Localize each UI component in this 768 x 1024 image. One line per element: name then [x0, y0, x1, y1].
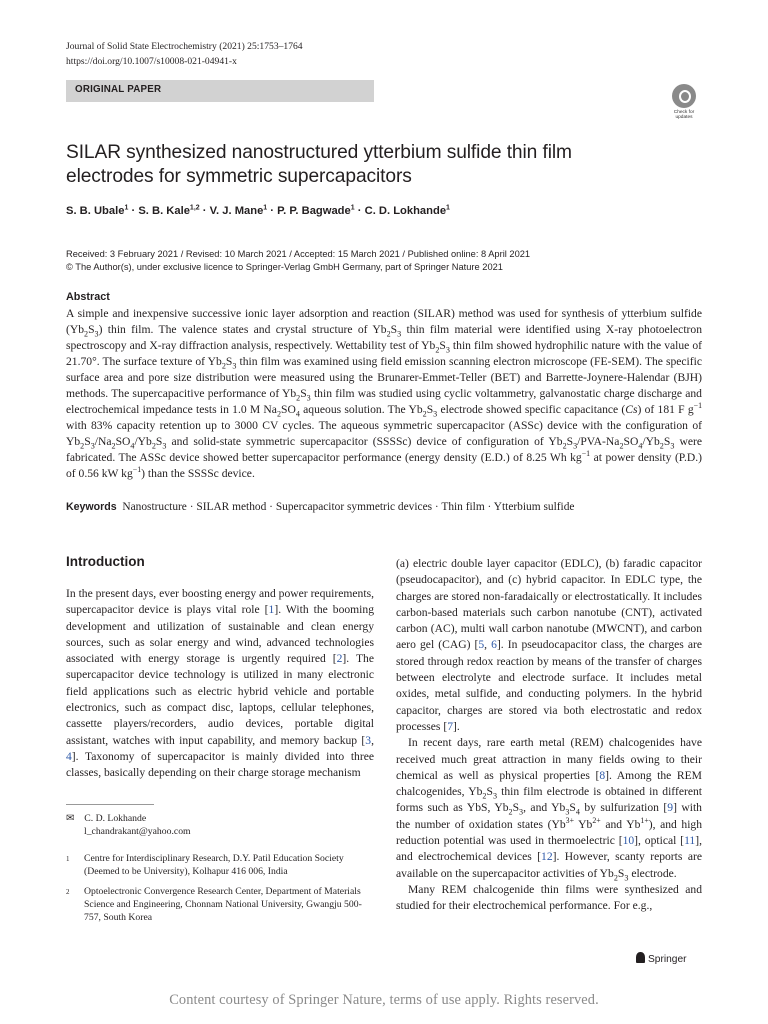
corresponding-email[interactable]: l_chandrakant@yahoo.com — [84, 825, 191, 837]
keyword: Supercapacitor symmetric devices — [275, 501, 433, 513]
author-affiliation: 1 — [446, 204, 450, 212]
author-name[interactable]: S. B. Ubale — [66, 205, 125, 217]
keyword: Ytterbium sulfide — [493, 501, 575, 513]
correspondence — [66, 813, 191, 839]
footnote-divider — [66, 804, 154, 805]
affiliation-number: 2 — [66, 888, 70, 896]
keywords: Keywords Nanostructure · SILAR method · Supercapacitor symmetric devices · Thin film · Ytterbium sulfide — [66, 501, 575, 513]
corresponding-author: C. D. Lokhande — [84, 813, 147, 824]
author-name[interactable]: S. B. Kale — [138, 205, 190, 217]
affiliation-2 — [66, 886, 376, 924]
publisher-logo — [636, 952, 687, 965]
publisher-name: Springer — [648, 954, 687, 965]
body-paragraph: (a) electric double layer capacitor (EDLC), (b) faradic capacitor (pseudocapacitor), and (c) hybrid capacitor. In EDLC type, the charges are stored non-faradaically or electrostatically. It includes carbon-based materials such carbon nanotube (CNT), activated carbon (AC), multi wall carbon nanotube (MWCNT), and carbon aero gel (CAG) [5, 6]. In pseudocapacitor class, the charges are stored through redox reaction by means of the transfer of charges between electrolyte and electrode surface. It includes metal oxides, metal sulfide, and conducting polymers. In the hybrid capacitor, charges are stored via both electrostatic and redox processes [7]. — [396, 557, 703, 733]
body-paragraph: In recent days, rare earth metal (REM) chalcogenides have received much great attraction in many fields owing to their chemical as well as physical properties [8]. Among the REM chalcogenides, $Yb_2S_3$ thin film electrode is obtained in different forms such as YbS, $Yb_2S_3$, and $Yb_3S_4$ by sulfurization [9] with the number of oxidation states ($Yb^{3+}$ $Yb^{2+}$ and $Yb^{1+}$), and high reduction potential was used in thermoelectric [10], optical [11], and electrochemical devices [12]. However, scanty reports are available on the supercapacitor activities of $Yb_2S_3$ electrode. — [396, 736, 703, 882]
affiliation-1 — [66, 853, 376, 879]
article-type-label: ORIGINAL PAPER — [75, 84, 162, 95]
affiliation-number: 1 — [66, 855, 70, 863]
affiliation-text: Optoelectronic Convergence Research Center, Department of Materials Science and Engineering, Chonnam National University, Gwangju 500-757, South Korea — [84, 886, 362, 923]
introduction-heading: Introduction — [66, 554, 145, 569]
page-footer-notice: Content courtesy of Springer Nature, terms of use apply. Rights reserved. — [169, 992, 599, 1008]
springer-horse-icon — [636, 952, 645, 963]
author-name[interactable]: P. P. Bagwade — [277, 205, 351, 217]
journal-citation: Journal of Solid State Electrochemistry (2021) 25:1753–1764 — [66, 41, 303, 52]
author-affiliation: 1 — [124, 204, 129, 212]
copyright-line: © The Author(s), under exclusive licence to Springer-Verlag GmbH Germany, part of Springer Nature 2021 — [66, 262, 503, 272]
author-affiliation: 1 — [350, 204, 355, 212]
doi-link[interactable]: https://doi.org/10.1007/s10008-021-04941-x — [66, 55, 237, 67]
title-line-2: electrodes for symmetric supercapacitors — [66, 166, 412, 187]
author-affiliation: 1,2 — [189, 204, 200, 212]
keyword: Nanostructure — [122, 501, 187, 513]
check-for-updates-badge[interactable] — [666, 84, 702, 124]
author-name[interactable]: V. J. Mane — [209, 205, 264, 217]
author-affiliation: 1 — [263, 204, 268, 212]
check-updates-icon — [672, 84, 696, 108]
abstract-body: A simple and inexpensive successive ionic layer adsorption and reaction (SILAR) method was used for synthesis of ytterbium sulfide $(Yb_2S_3)$ thin film. The valence states and crystal structure of $Yb_2S_3$ thin film material were identified using X-ray photoelectron spectroscopy and X-ray diffraction analysis, respectively. Wettability test of $Yb_2S_3$ thin film showed hydrophilic nature with the value of 21.70°. The surface texture of $Yb_2S_3$ thin film was examined using field emission scanning electron microscope (FE-SEM). The specific surface area and pore size distribution were measured using the Brunarer-Emmet-Teller (BET) and Barrette-Joynere-Halendar (BJH) methods. The supercapacitive performance of $Yb_2S_3$ thin film was studied using cyclic voltammetry, galvanostatic charge discharge and electrochemical impedance tests in 1.0 M $Na_2SO_4$ aqueous solution. The $Yb_2S_3$ electrode showed specific capacitance (Cs) of 181 F $g^{-1}$ with 83% capacity retention up to 3000 CV cycles. The aqueous symmetric supercapacitor (ASSc) device with the configuration of $Yb_2S_3/Na_2SO_4/Yb_2S_3$ and solid-state symmetric supercapacitor (SSSSc) device of configuration of $Yb_2S_3/PVA-Na_2SO_4/Yb_2S_3$ were fabricated. The ASSc device showed better supercapacitor performance (energy density (E.D.) of 8.25 Wh $kg^{-1}$ at power density (P.D.) of 0.56 kW $kg^{-1}$) than the SSSSc device. — [66, 307, 703, 480]
publication-history — [66, 248, 530, 274]
keywords-label: Keywords — [66, 501, 117, 513]
title-line-1: SILAR synthesized nanostructured ytterbium sulfide thin film — [66, 142, 572, 163]
keyword: SILAR method — [196, 501, 267, 513]
dates-line: Received: 3 February 2021 / Revised: 10 March 2021 / Accepted: 15 March 2021 / Published online: 8 April 2021 — [66, 249, 531, 259]
abstract-heading: Abstract — [66, 291, 110, 303]
envelope-icon: ✉ — [66, 813, 75, 824]
author-list: S. B. Ubale$^1$ · S. B. Kale$^{1,2}$ · V. J. Mane$^1$ · P. P. Bagwade$^1$ · C. D. Lokhande$^1$ — [66, 204, 450, 217]
body-paragraph: In the present days, ever boosting energy and power requirements, supercapacitor device is plays vital role [1]. With the booming development and utilization of sustainable and clean energy sources, such as solar energy and wind, advanced technologies associated with energy storage is urgently required [2]. The supercapacitor device technology is utilized in many electronic field applications such as electric hybrid vehicle and portable electronics, such as compact disc, laptops, cellular telephones, cassette players/recorders, audio devices, portable digital assistant, watches with input capability, and memory backup [3, 4]. Taxonomy of supercapacitor is mainly divided into three classes, basically depending on their charge storage mechanism — [66, 587, 374, 780]
affiliation-text: Centre for Interdisciplinary Research, D.Y. Patil Education Society (Deemed to be University), Kolhapur 416 006, India — [84, 853, 344, 877]
body-column-right — [396, 556, 702, 915]
journal-header — [66, 40, 303, 69]
keyword: Thin film — [441, 501, 485, 513]
article-type-banner — [66, 80, 374, 102]
body-column-left — [66, 586, 374, 782]
paper-title — [66, 141, 666, 189]
body-paragraph: Many REM chalcogenide thin films were synthesized and studied for their electrochemical performance. For e.g., — [396, 882, 702, 913]
author-name[interactable]: C. D. Lokhande — [364, 205, 447, 217]
check-updates-label: Check for updates — [673, 110, 695, 121]
